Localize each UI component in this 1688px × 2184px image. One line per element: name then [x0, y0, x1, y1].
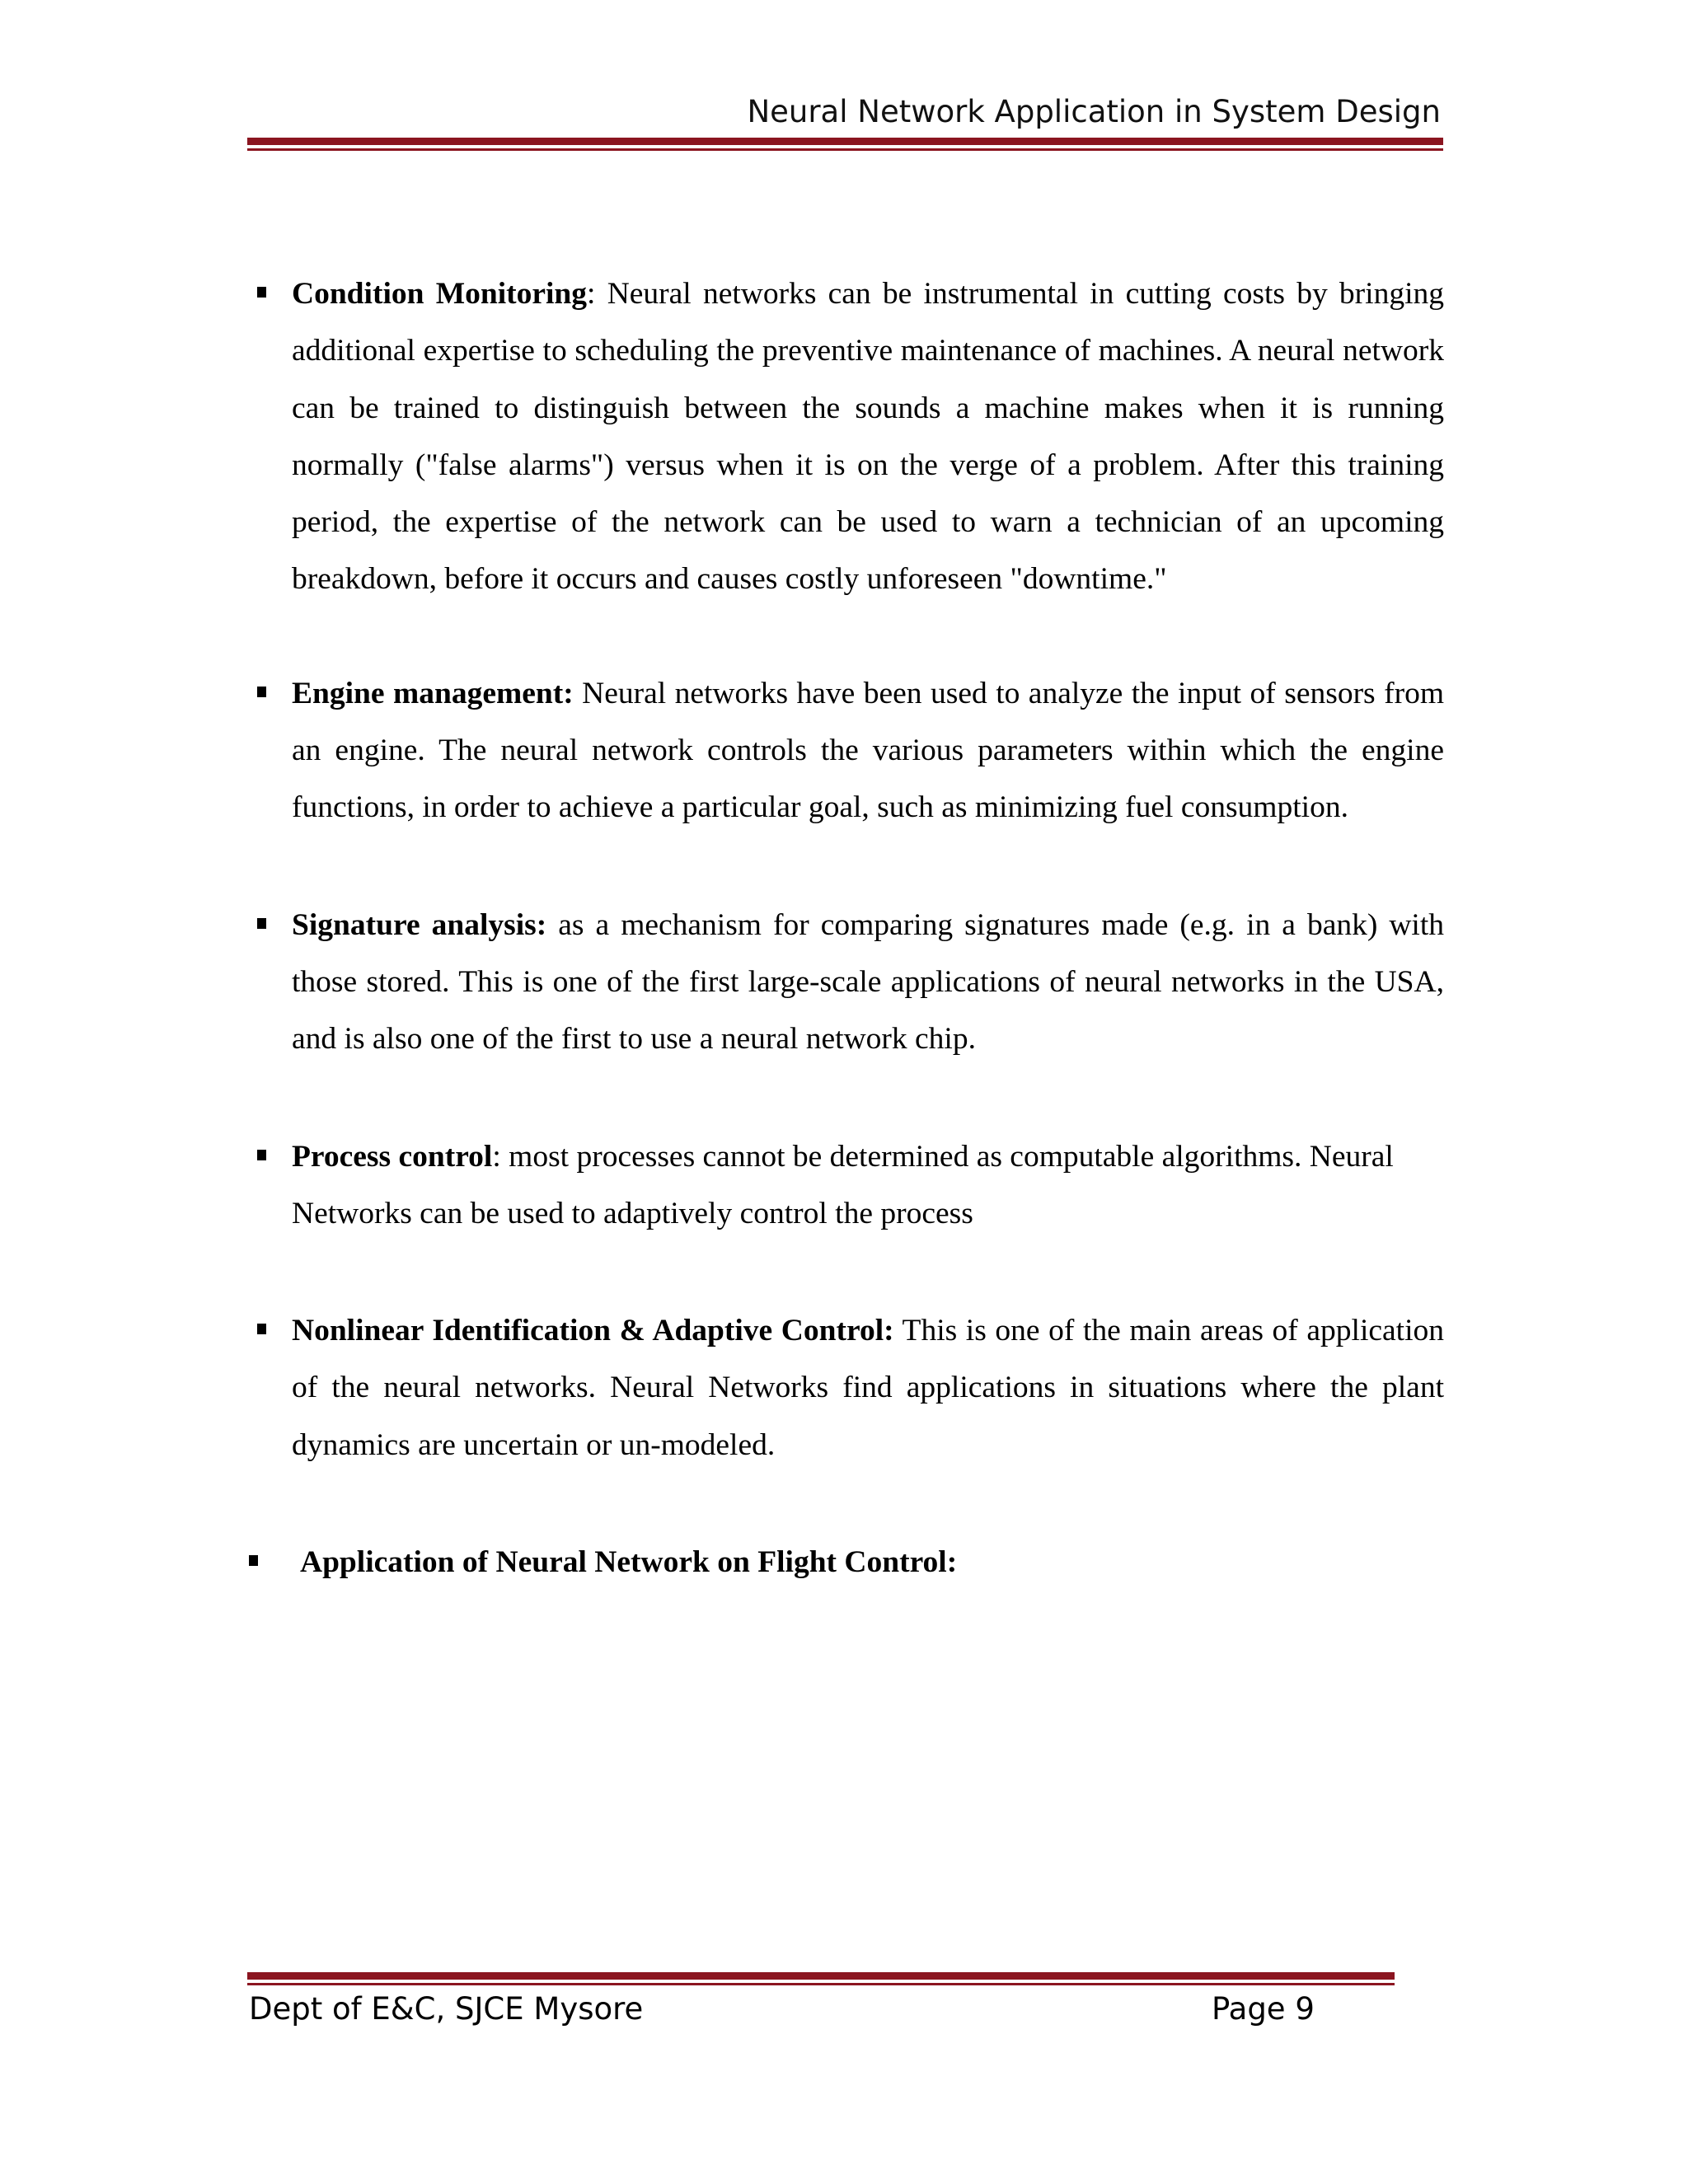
item-text: most processes cannot be determined as computable algorithms. Neural Networks can be used to adaptively control the process	[292, 1139, 1394, 1230]
item-term: Condition Monitoring	[292, 277, 588, 311]
list-item-nonlinear-identification	[292, 1302, 1444, 1474]
item-separator	[546, 908, 558, 942]
footer-rule-thin	[247, 1983, 1395, 1985]
bullet-square-icon	[249, 1555, 258, 1566]
item-term: Process control	[292, 1139, 493, 1174]
item-separator	[894, 1314, 903, 1347]
item-separator	[574, 677, 582, 710]
item-term: Nonlinear Identification & Adaptive Control:	[292, 1314, 894, 1348]
list-item-condition-monitoring	[292, 265, 1444, 608]
footer-rule-thick	[247, 1972, 1395, 1980]
header-title: Neural Network Application in System Design	[747, 94, 1441, 129]
bullet-list	[292, 265, 1444, 1591]
item-separator: :	[587, 277, 607, 311]
list-item-process-control	[292, 1128, 1444, 1243]
list-item-flight-control	[292, 1534, 1444, 1591]
bullet-square-icon	[257, 1150, 266, 1160]
bullet-square-icon	[257, 287, 266, 298]
item-term: Engine management:	[292, 676, 574, 710]
item-text: as a mechanism for comparing signatures made (e.g. in a bank) with those stored. This is one of the first large-scale applications of neural networks in the USA, and is also one of the first to use a neural network chip.	[292, 907, 1445, 1057]
header-rule-thin	[247, 148, 1443, 151]
item-text: Neural networks can be instrumental in cutting costs by bringing additional expertise to scheduling the preventive maintenance of machines. A neural network can be trained to distinguish between the sounds a machine makes when it is running normally ("false alarms") versus when it is on the verge of a problem. After this training period, the expertise of the network can be used to warn a technician of an upcoming breakdown, before it occurs and causes costly unforeseen "downtime."	[292, 277, 1444, 597]
page-number: Page 9	[1212, 1991, 1315, 2027]
item-separator: :	[492, 1139, 509, 1174]
footer-department: Dept of E&C, SJCE Mysore	[249, 1991, 644, 2027]
bullet-square-icon	[257, 918, 266, 929]
bullet-square-icon	[257, 687, 266, 697]
list-item-signature-analysis	[292, 897, 1444, 1068]
item-text: Neural networks have been used to analyze the input of sensors from an engine. The neural network controls the various parameters within which the engine functions, in order to achieve a particular goal, such as minimizing fuel consumption.	[292, 676, 1444, 825]
header-rule-thick	[247, 138, 1443, 145]
bullet-square-icon	[257, 1324, 266, 1334]
item-term: Signature analysis:	[292, 907, 547, 942]
item-text: This is one of the main areas of application of the neural networks. Neural Networks find applications in situations where the plant dynamics are uncertain or un-modeled.	[292, 1314, 1444, 1462]
list-item-engine-management	[292, 665, 1444, 837]
item-term: Application of Neural Network on Flight Control:	[300, 1545, 958, 1580]
